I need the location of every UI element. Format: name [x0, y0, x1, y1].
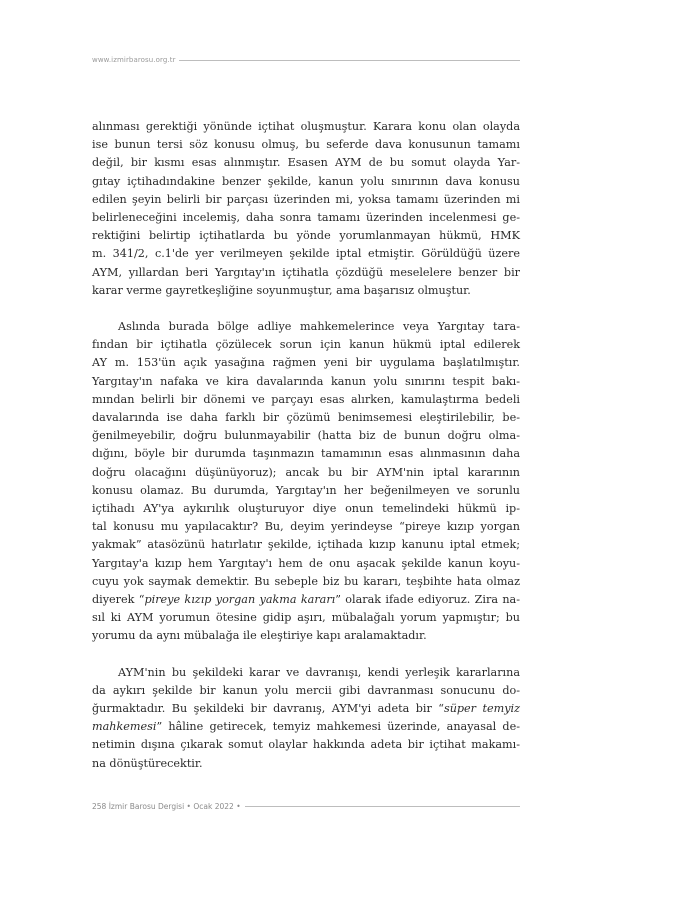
emphasis-text: mahkemesi — [92, 720, 157, 734]
text-line: m. 341/2, c.1'de yer verilmeyen şekilde iptal etmiştir. Görüldüğü üzere — [92, 247, 520, 261]
text-line: belirleneceğini incelemiş, daha sonra tamamı üzerinden incelenmesi ge- — [92, 210, 520, 224]
text-line: Yargıtay'a kızıp hem Yargıtay'ı hem de onu aşacak şekilde kanun koyu- — [92, 556, 520, 570]
header-rule — [179, 60, 520, 61]
text-line: na dönüştürecektir. — [92, 756, 203, 770]
paragraph-2 — [92, 318, 520, 645]
text-line: mından belirli bir dönemi ve parçayı esas alırken, kamulaştırma bedeli — [92, 392, 520, 406]
text-line: doğru olacağını düşünüyoruz); ancak bu bir AYM'nin iptal kararının — [92, 465, 520, 479]
text-line: ise bunun tersi söz konusu olmuş, bu seferde dava konusunun tamamı — [92, 138, 520, 152]
text-line: yorumu da aynı mübalağa ile eleştiriye kapı aralamaktadır. — [92, 629, 427, 643]
header-url[interactable]: www.izmirbarosu.org.tr — [92, 56, 176, 64]
text-run: ” hâline getirecek, temyiz mahkemesi üzerinde, anayasal de- — [156, 720, 520, 734]
text-line: ğenilmeyebilir, doğru bulunmayabilir (hatta biz de bunun doğru olma- — [92, 429, 520, 443]
text-run: ğurmaktadır. Bu şekildeki bir davranış, AYM'yi adeta bir “ — [92, 702, 444, 715]
text-line: Yargıtay'ın nafaka ve kira davalarında kanun yolu sınırını tespit bakı- — [92, 374, 520, 388]
text-line: tal konusu mu yapılacaktır? Bu, deyim yerindeyse “pireye kızıp yorgan — [92, 520, 520, 534]
text-line: cuyu yok saymak demektir. Bu sebeple biz bu kararı, teşbihte hata olmaz — [92, 574, 520, 588]
text-line: rektiğini belirtip içtihatlarda bu yönde yorumlanmayan hükmü, HMK — [92, 229, 520, 243]
footer-rule — [245, 806, 520, 807]
text-line — [92, 700, 520, 718]
text-line: AYM, yıllardan beri Yargıtay'ın içtihatla çözdüğü meselelere benzer bir — [92, 265, 520, 279]
text-line: konusu olamaz. Bu durumda, Yargıtay'ın her beğenilmeyen ve sorunlu — [92, 483, 520, 497]
text-line: da aykırı şekilde bir kanun yolu mercii gibi davranması sonucunu do- — [92, 683, 520, 697]
text-line: Aslında burada bölge adliye mahkemelerince veya Yargıtay tara- — [118, 320, 520, 334]
text-line: edilen şeyin belirli bir parçası üzerinden mi, yoksa tamamı üzerinden mi — [92, 192, 520, 206]
text-line: AY m. 153'ün açık yasağına rağmen yeni bir uygulama başlatılmıştır. — [92, 356, 520, 370]
text-run: diyerek “ — [92, 592, 145, 606]
text-line: içtihadı AY'ya aykırılık oluşturuyor diye onun temelindeki hükmü ip- — [92, 501, 520, 515]
text-line: sıl ki AYM yorumun ötesine gidip aşırı, mübalağalı yorum yapmıştır; bu — [92, 611, 520, 625]
text-line — [92, 591, 520, 609]
emphasis-text: pireye kızıp yorgan yakma kararı — [144, 592, 336, 606]
page-header — [92, 53, 520, 67]
text-line: değil, bir kısmı esas alınmıştır. Esasen AYM de bu somut olayda Yar- — [92, 156, 520, 170]
text-line: gıtay içtihadındakine benzer şekilde, kanun yolu sınırının dava konusu — [92, 174, 520, 188]
text-line: alınması gerektiği yönünde içtihat oluşmuştur. Karara konu olan olayda — [92, 120, 520, 133]
text-line: karar verme gayretkeşliğine soyunmuştur, ama başarısız olmuştur. — [92, 283, 471, 297]
text-line: dığını, böyle bir durumda taşınmazın tamamının esas alınmasının daha — [92, 447, 520, 461]
emphasis-text: süper temyiz — [443, 702, 520, 715]
text-line — [92, 718, 520, 736]
text-line: netimin dışına çıkarak somut olaylar hakkında adeta bir içtihat makamı- — [92, 738, 520, 752]
body-text — [92, 118, 520, 773]
text-line: davalarında ise daha farklı bir çözümü benimsemesi eleştirilebilir, be- — [92, 411, 520, 424]
text-line: yakmak” atasözünü hatırlatır şekilde, içtihada kızıp kanunu iptal etmek; — [92, 538, 520, 552]
text-line: fından bir içtihatla çözülecek sorun için kanun hükmü iptal edilerek — [92, 338, 520, 352]
text-run: ” olarak ifade ediyoruz. Zira na- — [335, 592, 520, 606]
paragraph-3 — [92, 664, 520, 773]
page-footer — [92, 799, 520, 813]
footer-text: 258 İzmir Barosu Dergisi • Ocak 2022 • — [92, 801, 241, 811]
paragraph-1 — [92, 118, 520, 300]
text-line: AYM'nin bu şekildeki karar ve davranışı, kendi yerleşik kararlarına — [118, 665, 520, 679]
